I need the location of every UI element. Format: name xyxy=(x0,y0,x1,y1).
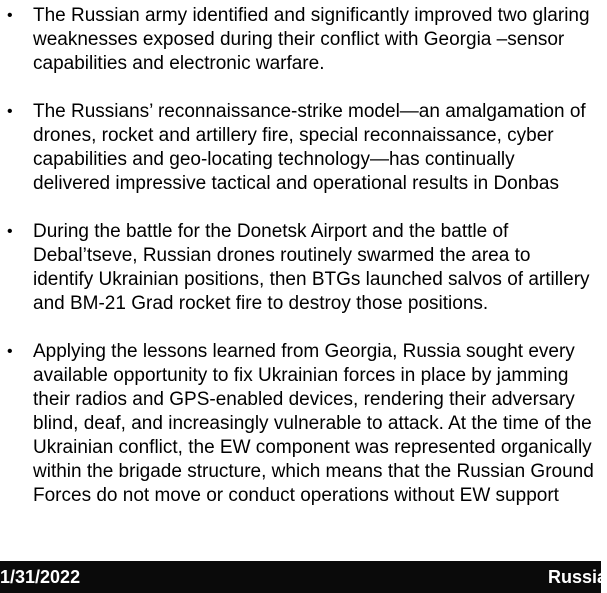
bullet-dot: • xyxy=(7,223,13,240)
bullet-item xyxy=(0,220,601,316)
bullet-text: During the battle for the Donetsk Airport and the battle of Debal’tseve, Russian drones routinely swarmed the area to identify Ukrainian positions, then BTGs launched salvos of artillery and BM-21 Grad rocket fire to destroy those positions. xyxy=(33,221,590,314)
footer-title-text: Russia xyxy=(548,567,607,587)
slide-footer-bar xyxy=(0,561,607,593)
bullet-dot: • xyxy=(7,103,13,120)
bullet-list xyxy=(0,4,601,532)
bullet-text: The Russians’ reconnaissance-strike model—an amalgamation of drones, rocket and artillery fire, special reconnaissance, cyber capabilities and geo-locating technology—has continually delivered impressive tactical and operational results in Donbas xyxy=(33,101,586,194)
bullet-item xyxy=(0,340,601,508)
bullet-text: The Russian army identified and significantly improved two glaring weaknesses exposed during their conflict with Georgia –sensor capabilities and electronic warfare. xyxy=(33,5,590,74)
bullet-text: Applying the lessons learned from Georgia, Russia sought every available opportunity to fix Ukrainian forces in place by jamming their radios and GPS-enabled devices, rendering their adversary blind, deaf, and increasingly vulnerable to attack. At the time of the Ukrainian conflict, the EW component was represented organically within the brigade structure, which means that the Russian Ground Forces do not move or conduct operations without EW support xyxy=(33,341,594,506)
bullet-dot: • xyxy=(7,343,13,360)
bullet-dot: • xyxy=(7,7,13,24)
bullet-item xyxy=(0,4,601,76)
footer-date: 1/31/2022 xyxy=(0,567,81,587)
bullet-item xyxy=(0,100,601,196)
